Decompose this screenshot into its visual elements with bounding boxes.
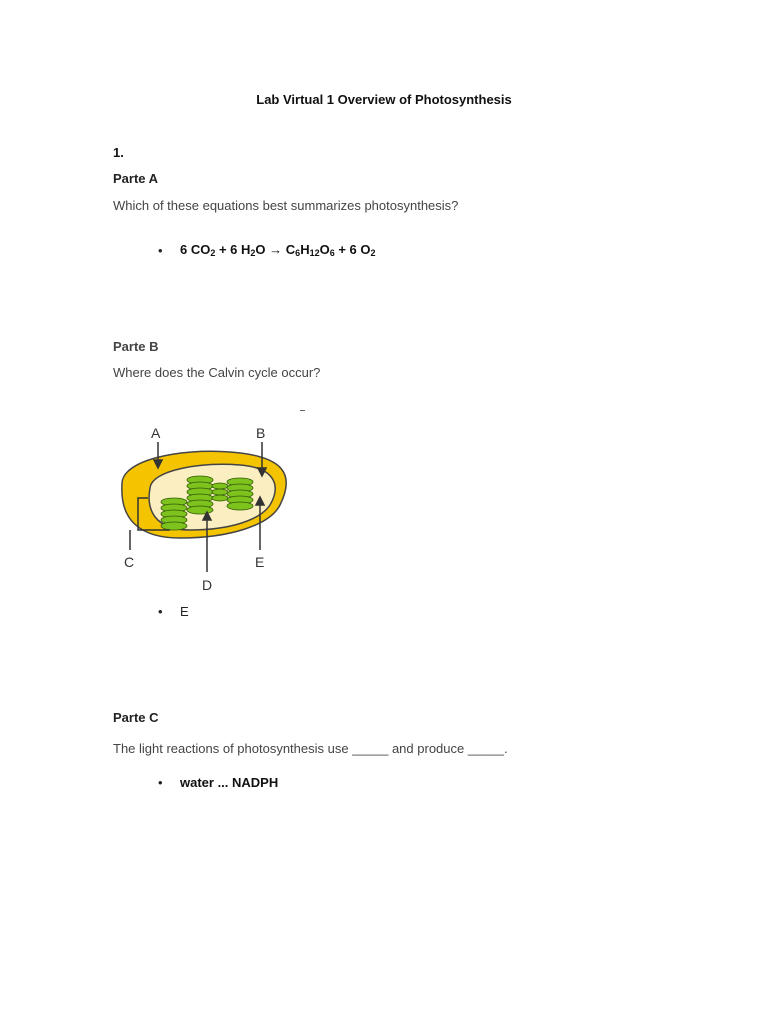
part-a-heading: Parte A [113, 171, 159, 186]
label-d: D [202, 577, 213, 593]
part-b-answer-text: E [180, 604, 189, 619]
part-c-answer-text: water ... NADPH [180, 775, 279, 790]
part-b-answer [158, 604, 189, 619]
equation: 6 $CO_2 + 6$ $H_2O \to C_6H_{12}O_6 + 6$ $O_2$ [180, 242, 376, 258]
page-title: Lab Virtual 1 Overview of Photosynthesis [256, 92, 512, 107]
bullet-icon: • [158, 242, 163, 258]
label-b: B [256, 425, 266, 441]
part-b-question: Where does the Calvin cycle occur? [113, 365, 321, 380]
part-a-question: Which of these equations best summarizes photosynthesis? [113, 198, 459, 213]
chloroplast-diagram [110, 410, 310, 595]
bullet-icon: • [158, 604, 163, 619]
part-a-answer [158, 242, 376, 258]
granum-1 [161, 498, 187, 530]
granum-3 [212, 483, 228, 501]
part-c-question: The light reactions of photosynthesis use _____ and produce _____. [113, 741, 508, 756]
granum-2 [187, 476, 213, 514]
bullet-icon: • [158, 775, 163, 790]
part-c-heading: Parte C [113, 710, 159, 725]
part-c-answer [158, 775, 278, 790]
granum-4 [227, 478, 253, 510]
label-a: A [151, 425, 161, 441]
label-e: E [255, 554, 265, 570]
label-c: C [124, 554, 135, 570]
question-number: 1. [113, 145, 124, 160]
part-b-heading: Parte B [113, 339, 159, 354]
